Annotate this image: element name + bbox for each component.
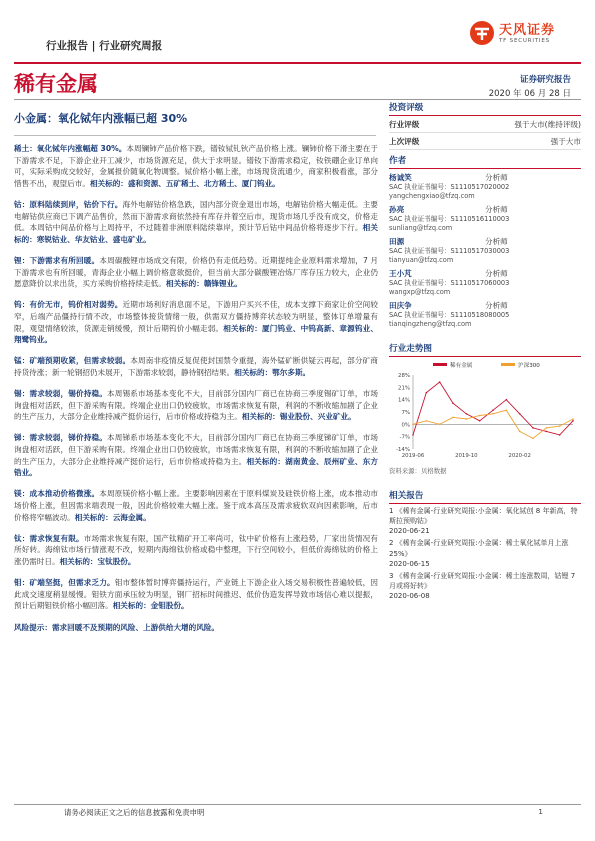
rating-section: [389, 101, 581, 150]
authors-title: 作者: [389, 154, 581, 169]
author-entry: 杨诚笑 分析师 SAC 执业证书编号：S1110517020002 yangchengxiao@tfzq.com: [389, 169, 581, 201]
risk-warning: 风险提示：需求回暖不及预期的风险、上游供给大增的风险。: [14, 622, 220, 632]
series-point-0: [559, 434, 561, 436]
author-entry: 王小芃 分析师 SAC 执业证书编号：S1110517060003 wangxp@tfzq.com: [389, 265, 581, 297]
paragraph-molybdenum: 钼：矿端坚挺，但需求乏力。钼市整体暂时博弈僵持运行，产业链上下游企业入场交易积极性普遍较低，因此成交速度稍显缓慢。钼铁方面承压较为明显，钢厂招标时间推迟、低价伪造发挥导致市场信心难以提振，预计后期钼铁价格小幅回落。相关标的：金钼股份。: [14, 578, 379, 611]
page-number: 1: [538, 807, 543, 816]
series-point-1: [559, 425, 561, 427]
trend-section: [389, 342, 581, 357]
y-tick-label: 7%: [401, 410, 410, 416]
x-tick-label: 2020-02: [508, 453, 531, 459]
series-point-1: [466, 418, 468, 420]
trend-title: 行业走势图: [389, 342, 581, 357]
related-report-link[interactable]: 2 《稀有金属-行业研究周报:小金属：稀土氧化铽单月上涨 25%》: [389, 539, 569, 558]
y-tick-label: 21%: [398, 385, 410, 392]
paragraph-tin: 锡：需求较弱，锡价持稳。本周锡系市场基本变化不大，目前部分国内厂商已在协商三季度锡矿订单，市场询盘相对活跃，但下游采购有限。终端企业出口仍较疲软，市场需求恢复有限，利润的不断收缩加剧了企业的生产压力，大部分企业维持减产挺价运行，后市价格或持稳为主。相关标的：锡业股份、兴业矿业。: [14, 389, 379, 422]
author-email[interactable]: tianqingzheng@tfzq.com: [389, 320, 472, 328]
series-point-0: [426, 392, 428, 394]
legend-swatch-1: [501, 363, 515, 366]
series-point-0: [466, 413, 468, 415]
series-point-1: [546, 427, 548, 429]
body-column: [14, 143, 378, 633]
legend-label-0: 稀有金属: [450, 363, 473, 369]
paragraph-lithium: 锂：下游需求有所回暖。本周碳酸锂市场成交有限，价格仍有走低趋势。近期提纯企业原料需求增加，7 月下游需求也有所回暖，青海企业小幅上调价格意欲挺价，但当前大部分碳酸锂冶炼厂库存压力较大，企业仍愿意降价以求出货，买方采购价格持续走低。相关标的：赣锋锂业。: [14, 255, 378, 289]
report-type-label: 行业报告 | 行业研究周报: [46, 40, 163, 52]
series-point-0: [479, 420, 481, 422]
x-tick-label: 2019-10: [455, 453, 478, 459]
author-email[interactable]: tianyuan@tfzq.com: [389, 256, 454, 264]
series-point-1: [506, 409, 508, 411]
related-title: 相关报告: [389, 489, 581, 504]
author-email[interactable]: sunliang@tfzq.com: [389, 224, 453, 232]
sub-divider: [14, 99, 581, 100]
report-kind: 证券研究报告: [519, 75, 571, 85]
legend-swatch-0: [433, 363, 447, 366]
legend-label-1: 沪深300: [518, 363, 540, 369]
authors-section: [389, 154, 581, 329]
y-tick-label: 0%: [401, 422, 410, 429]
paragraph-antimony: 锑：需求较弱，锑价持稳。本周锑系市场基本变化不大，目前部分国内厂商已在协商三季度锑矿订单，市场询盘相对活跃，但下游采购有限。终端企业出口仍较疲软，市场需求恢复有限，利润的不断收缩加剧了企业的生产压力，大部分企业维持减产挺价运行，后市价格或持稳为主。相关标的：湖南黄金、辰州矿业、东方锆业。: [14, 433, 379, 478]
series-point-1: [412, 424, 414, 426]
series-point-0: [412, 434, 414, 436]
series-point-1: [452, 416, 454, 418]
prev-rating-row: 上次评级 强于大市: [389, 133, 581, 150]
author-email[interactable]: wangxp@tfzq.com: [389, 288, 451, 296]
y-tick-label: -14%: [396, 447, 410, 453]
series-point-0: [452, 402, 454, 404]
author-entry: 田庆争 分析师 SAC 执业证书编号：S1110518080005 tianqingzheng@tfzq.com: [389, 297, 581, 329]
related-report-date: 2020-06-15: [389, 559, 430, 568]
industry-title: 稀有金属: [14, 72, 98, 96]
series-point-1: [532, 438, 534, 440]
headline-divider: [14, 135, 376, 136]
industry-trend-chart: [389, 357, 581, 465]
industry-rating-row: 行业评级 强于大市(维持评级): [389, 116, 581, 133]
related-report-link[interactable]: 1 《稀有金属-行业研究周报:小金属：氧化铽创 8 年新高，特斯拉预购钴》: [389, 507, 578, 526]
series-point-1: [492, 413, 494, 415]
related-report-date: 2020-06-08: [389, 592, 430, 601]
paragraph-manganese: 锰：矿端预期收紧，但需求较弱。本周南非疫情反复促使封国禁令重提，海外锰矿断供疑云再起，部分矿商持货待涨；新一轮钢招仍未展开，下游需求较弱，静待钢招结果。相关标的：鄂尔多斯。: [14, 356, 378, 377]
series-point-1: [439, 424, 441, 426]
paragraph-magnesium: 镁：成本推动价格微涨。本周原镁价格小幅上涨。主要影响因素在于原料煤炭及硅铁价格上涨，成本推动市场价格上涨，但因需求端表现一般，因此价格较难大幅上涨。鉴于成本高压及需求疲软双向因素影响，后市价格将窄幅波动。相关标的：云海金属。: [14, 489, 379, 522]
author-entry: 孙亮 分析师 SAC 执业证书编号：S1110516110003 sunliang@tfzq.com: [389, 201, 581, 233]
logo-en-text: TF SECURITIES: [499, 37, 550, 44]
author-email[interactable]: yangchengxiao@tfzq.com: [389, 192, 475, 200]
y-tick-label: 14%: [398, 397, 410, 404]
series-point-0: [439, 381, 441, 383]
chart-source: 资料来源：贝格数据: [389, 467, 447, 475]
series-line-0: [413, 382, 573, 435]
paragraph-titanium: 钛：需求恢复有限。市场需求恢复有限，国产钛精矿开工率尚可，钛中矿价格有上涨趋势，厂家出货情况有所好转。海绵钛市场行情涨观不改，短期内海绵钛价格或稳中整理，下行空间较小，但低价海绵钛的价格上涨仍需时日。相关标的：宝钛股份。: [14, 533, 378, 566]
series-point-0: [492, 409, 494, 411]
footer-disclaimer: 请务必阅读正文之后的信息披露和免责申明: [64, 808, 205, 817]
y-tick-label: -7%: [399, 434, 410, 441]
x-tick-label: 2019-06: [401, 453, 425, 459]
series-point-0: [532, 427, 534, 429]
series-point-0: [506, 399, 508, 401]
logo-cn-text: 天风证券: [499, 22, 556, 38]
rating-title: 投资评级: [389, 101, 581, 116]
paragraph-tungsten: 钨：有价无市，钨价相对弱势。近期市场利好消息面不足，下游用户买兴不佳，成本支撑下商家让价空间较窄，后端产品僵持行情不改，市场整体接货情绪一般，供需双方僵持博弈状态较为明显，整体订单增量有限，观望情绪较浓，货源走销缓慢，预计后期钨价小幅走弱。相关标的：厦门钨业、中钨高新、章源钨业、翔鹭钨业。: [14, 300, 379, 345]
related-report-link[interactable]: 3 《稀有金属-行业研究周报:小金属：稀土连涨数周，钴锂 7 月或将好转》: [389, 571, 576, 591]
series-point-0: [572, 420, 574, 422]
related-report-date: 2020-06-21: [389, 527, 430, 536]
logo-mark-icon: [469, 20, 495, 46]
series-point-1: [519, 431, 521, 433]
series-point-0: [546, 431, 548, 433]
series-point-1: [572, 418, 574, 420]
series-point-1: [479, 415, 481, 417]
report-date: 2020 年 06 月 28 日: [488, 89, 571, 99]
company-logo: [469, 20, 555, 46]
related-reports-section: [389, 489, 581, 601]
y-tick-label: 28%: [398, 373, 410, 379]
author-entry: 田源 分析师 SAC 执业证书编号：S1110517030003 tianyuan@tfzq.com: [389, 233, 581, 265]
series-point-1: [426, 420, 428, 422]
header-divider: [14, 62, 581, 64]
paragraph-rare-earth: 稀土：氧化铽年内涨幅超 30%。本周镧铈产品价格下跌，镨钕铽钆钬产品价格上涨。镧铈价格下滑主要在于下游需求不足，下游企业开工减少，市场货源充足，供大于求明显。镨钕下游需求稳定，钕铁硼企业订单向可，实际采购成交较好，金属报价随氧化物调整。铽价格小幅上涨，市场现货流通少，商家积极看涨，部分惜售不出，观望后市。相关标的：盛和资源、五矿稀土、北方稀土、厦门钨业。: [14, 144, 378, 188]
series-point-0: [519, 413, 521, 415]
footer-divider: [14, 804, 581, 805]
paragraph-cobalt: 钴：原料陆续到岸，钴价下行。海外电解钴价格急跌，国内部分资金退出市场，电解钴价格大幅走低。主要电解钴供应商已下调产品售价，然而下游需求商依然持有库存并着空后市，现货市场几乎没有成交，价格走低。本周钴中间品价格与上周持平，不过随着非洲原料陆续靠岸，预计节后钴中间品价格将逐步下行。相关标的：寒锐钴业、华友钴业、盛屯矿业。: [14, 199, 379, 244]
report-headline: 小金属：氧化铽年内涨幅已超 30%: [14, 112, 188, 125]
